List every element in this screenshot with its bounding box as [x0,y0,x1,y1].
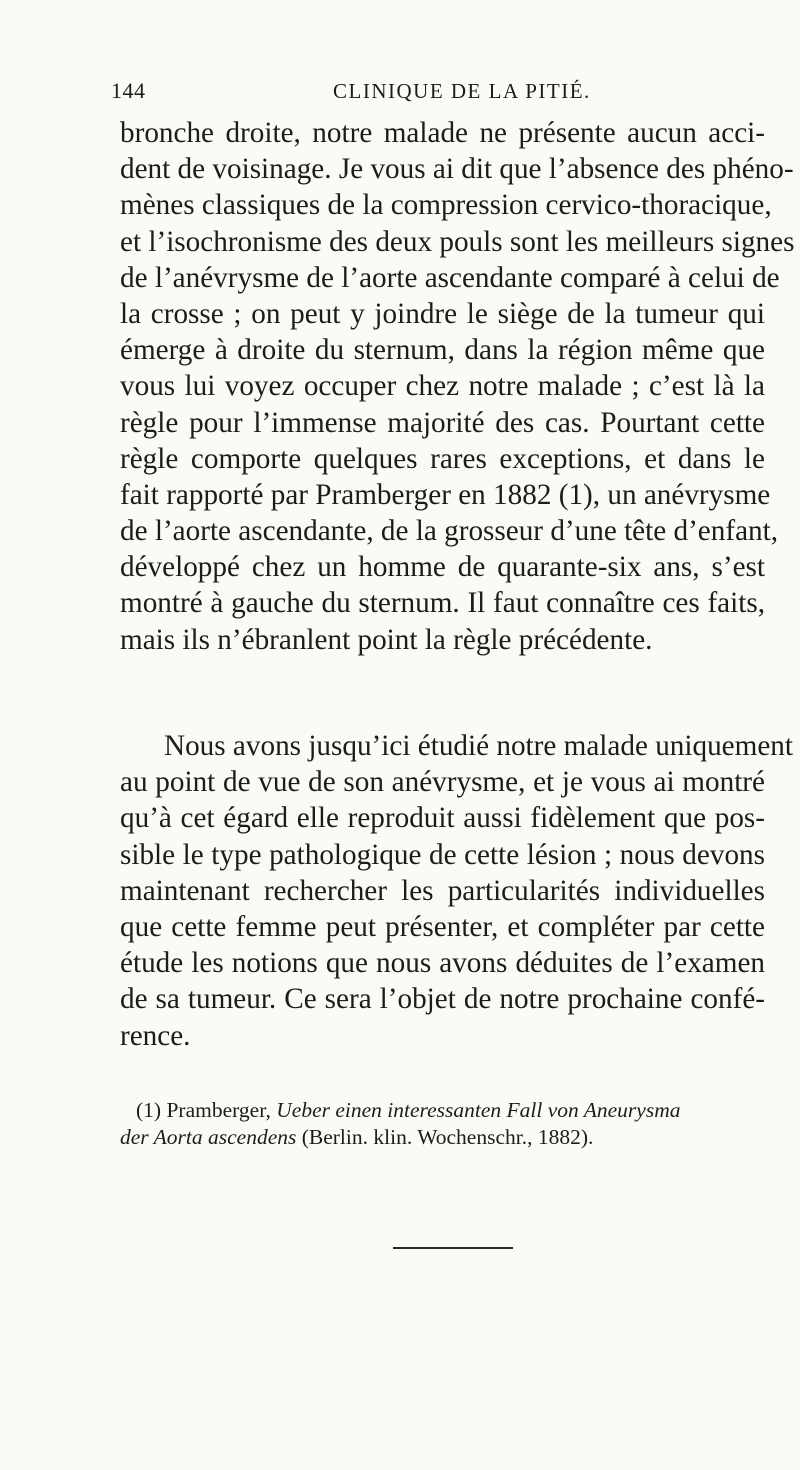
footnote-title-part1: Ueber einen interessanten Fall von Aneurysma [276,1098,681,1122]
text-line: vous lui voyez occuper chez notre malade ; c’est là la [120,370,765,403]
text-line: la crosse ; on peut y joindre le siège de la tumeur qui [120,297,765,330]
text-line: au point de vue de son anévrysme, et je vous ai montré [120,766,765,799]
text-line: mais ils n’ébranlent point la règle précédente. [120,623,653,656]
text-line: Nous avons jusqu’ici étudié notre malade uniquement [164,730,793,762]
page-header [111,78,761,108]
text-line: règle comporte quelques rares exceptions, et dans le [120,442,765,475]
text-line: développé chez un homme de quarante-six ans, s’est [120,551,765,584]
footnote-source: (Berlin. klin. Wochenschr., 1882). [301,1125,594,1149]
footnote-line-2 [120,1124,765,1151]
text-line: bronche droite, notre malade ne présente aucun acci- [120,117,765,149]
footer-rule [393,1247,513,1249]
footnote [120,1097,765,1151]
text-line: mènes classiques de la compression cervico-thoracique, [120,189,772,222]
text-line: maintenant rechercher les particularités individuelles [120,874,765,907]
footnote-marker: (1) [136,1098,162,1122]
text-line: qu’à cet égard elle reproduit aussi fidèlement que pos- [120,802,765,835]
text-line: émerge à droite du sternum, dans la région même que [120,334,765,367]
page-number: 144 [111,78,146,103]
text-line: sible le type pathologique de cette lésion ; nous devons [120,838,765,871]
footnote-author: Pramberger, [166,1098,271,1122]
text-line: et l’isochronisme des deux pouls sont les meilleurs signes [120,225,795,258]
footnote-line-1 [120,1097,765,1124]
text-line: de l’aorte ascendante, de la grosseur d’une tête d’enfant, [120,515,779,548]
text-line: que cette femme peut présenter, et compléter par cette [120,910,765,943]
text-line: fait rapporté par Pramberger en 1882 (1), un anévrysme [120,478,771,511]
text-line: règle pour l’immense majorité des cas. Pourtant cette [120,406,765,439]
text-line: étude les notions que nous avons déduites de l’examen [120,947,765,980]
text-line: montré à gauche du sternum. Il faut connaître ces faits, [120,587,765,620]
paragraph-1 [120,115,795,658]
text-line: de sa tumeur. Ce sera l’objet de notre prochaine confé- [120,983,765,1016]
text-line: de l’anévrysme de l’aorte ascendante comparé à celui de [120,261,780,294]
text-line: rence. [120,1019,191,1052]
footnote-title-part2: der Aorta ascendens [120,1125,297,1149]
paragraph-2 [120,728,793,1054]
text-line: dent de voisinage. Je vous ai dit que l’absence des phéno- [120,153,794,186]
running-title: CLINIQUE DE LA PITIÉ. [333,79,591,103]
